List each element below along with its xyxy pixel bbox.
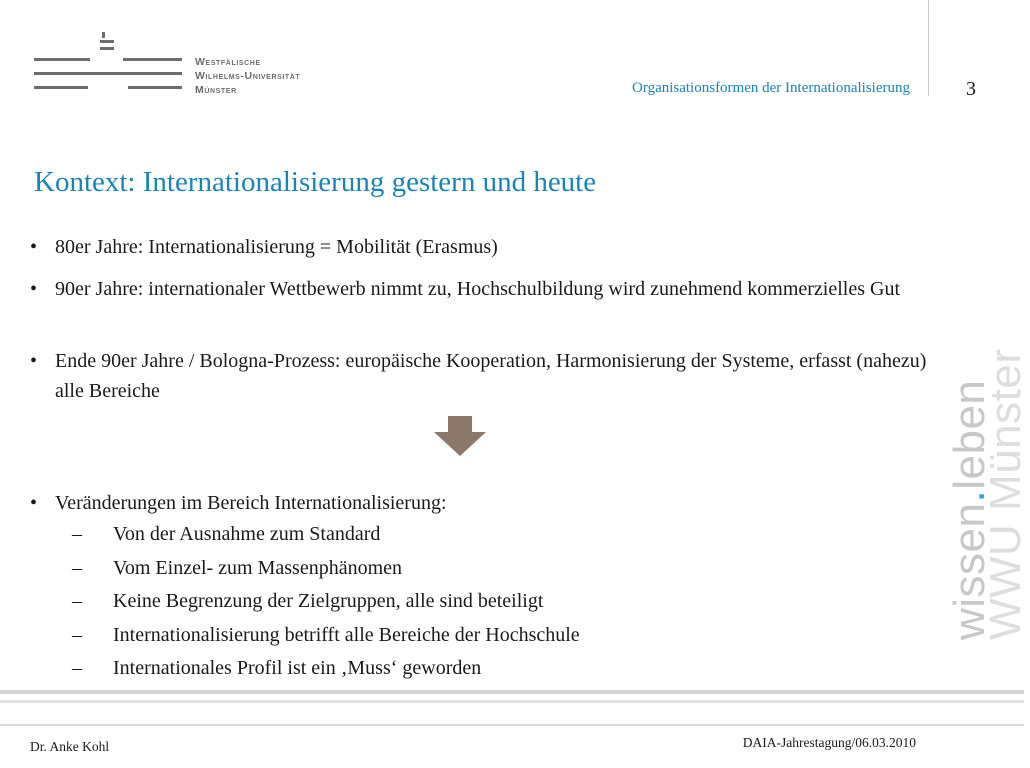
header-divider: [928, 0, 929, 96]
down-arrow-icon: [434, 416, 486, 456]
sub-bullet-text: Internationales Profil ist ein ‚Muss‘ geworden: [113, 657, 482, 679]
watermark-word-1: wissen: [945, 502, 994, 640]
bullet-text: Ende 90er Jahre / Bologna-Prozess: europäische Kooperation, Harmonisierung der Systeme, erfasst (nahezu) alle Bereiche: [55, 350, 927, 402]
university-name-line-2: Wilhelms-Universität: [195, 70, 301, 82]
footer-rule: [0, 724, 1024, 726]
dash-icon: –: [72, 523, 82, 545]
section-title: Organisationsformen der Internationalisierung: [632, 80, 910, 96]
sub-bullet-item: [72, 518, 872, 552]
bullet-text: 90er Jahre: internationaler Wettbewerb nimmt zu, Hochschulbildung wird zunehmend kommerzielles Gut: [55, 278, 900, 300]
page-number: 3: [966, 78, 976, 100]
bullet-dot-icon: •: [30, 236, 38, 258]
dash-icon: –: [72, 623, 82, 646]
bullet-item: [30, 488, 935, 518]
bullet-dot-icon: •: [30, 350, 38, 372]
sub-bullet-item: [72, 552, 872, 586]
sub-bullet-item: [72, 585, 872, 619]
watermark-institution: WWU Münster: [981, 348, 1030, 640]
bullet-text: 80er Jahre: Internationalisierung = Mobilität (Erasmus): [55, 236, 498, 258]
bullet-text: Veränderungen im Bereich Internationalisierung:: [55, 492, 447, 514]
sub-bullet-text: Vom Einzel- zum Massenphänomen: [113, 556, 403, 579]
footer-event: DAIA-Jahrestagung/06.03.2010: [742, 735, 916, 750]
dash-icon: –: [72, 590, 82, 612]
bullet-dot-icon: •: [30, 492, 38, 514]
bullet-item: [30, 346, 935, 406]
university-logo-bars-icon: [34, 30, 184, 100]
dash-icon: –: [72, 556, 82, 579]
dash-icon: –: [72, 657, 82, 679]
footer-author: Dr. Anke Kohl: [30, 739, 110, 754]
bullet-item: [30, 232, 935, 262]
footer-rule: [0, 690, 1024, 694]
brand-watermark: [945, 348, 1030, 641]
sub-bullet-text: Keine Begrenzung der Zielgruppen, alle sind beteiligt: [113, 590, 544, 612]
sub-bullet-text: Internationalisierung betrifft alle Bereiche der Hochschule: [113, 623, 580, 646]
footer-rule: [0, 700, 1024, 703]
university-logo: [34, 30, 354, 100]
sub-bullet-list: [72, 518, 872, 686]
sub-bullet-text: Von der Ausnahme zum Standard: [113, 523, 381, 545]
sub-bullet-item: [72, 619, 872, 653]
university-name: [195, 55, 300, 97]
sub-bullet-item: [72, 652, 872, 686]
bullet-item: [30, 274, 935, 304]
watermark-word-2: leben: [945, 379, 994, 490]
slide-title: Kontext: Internationalisierung gestern und heute: [34, 166, 597, 198]
university-name-line-1: Westfälische: [195, 56, 261, 68]
bullet-dot-icon: •: [30, 278, 38, 300]
university-name-line-3: Münster: [195, 84, 237, 96]
watermark-dot: .: [945, 489, 994, 503]
